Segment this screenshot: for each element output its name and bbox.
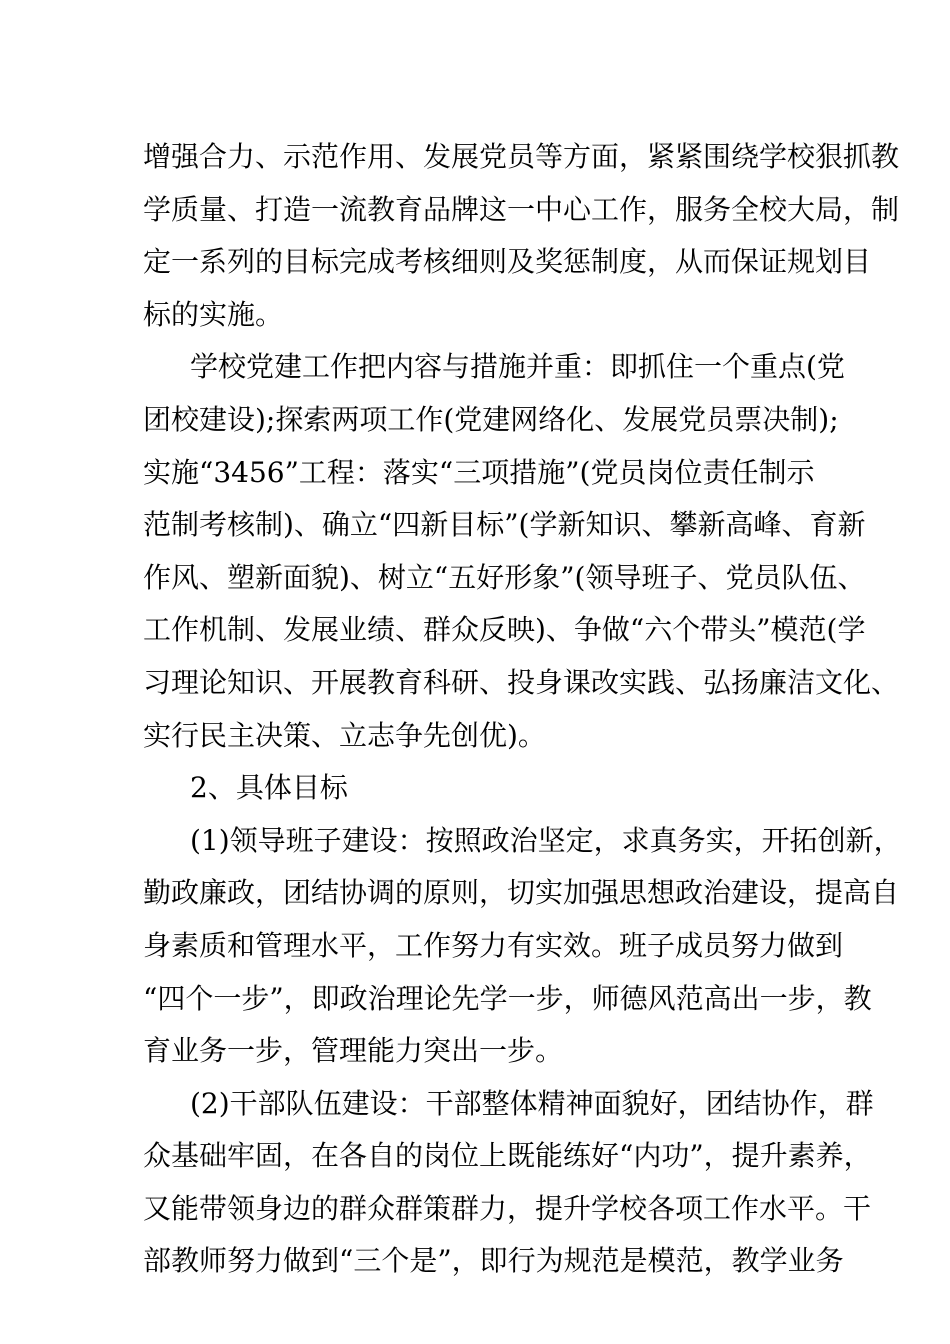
text-line: 学质量、打造一流教育品牌这一中心工作，服务全校大局，制 (143, 192, 900, 226)
text-line: 团校建设);探索两项工作(党建网络化、发展党员票决制); (143, 402, 839, 436)
text-line: 范制考核制)、确立“四新目标”(学新知识、攀新高峰、育新 (143, 508, 866, 542)
text-line: 部教师努力做到“三个是”，即行为规范是模范，教学业务 (143, 1244, 844, 1278)
text-line: 实施“3456”工程：落实“三项措施”(党员岗位责任制示 (143, 455, 815, 489)
section-heading: 2、具体目标 (190, 771, 348, 805)
document-body (143, 131, 902, 1288)
text-line: 习理论知识、开展教育科研、投身课改实践、弘扬廉洁文化、 (143, 665, 900, 699)
text-line: 育业务一步，管理能力突出一步。 (143, 1034, 564, 1068)
text-line: 增强合力、示范作用、发展党员等方面，紧紧围绕学校狠抓教 (143, 140, 900, 173)
text-line: 定一系列的目标完成考核细则及奖惩制度，从而保证规划目 (143, 245, 872, 279)
text-line: 实行民主决策、立志争先创优)。 (143, 718, 546, 752)
text-line: 身素质和管理水平，工作努力有实效。班子成员努力做到 (143, 928, 844, 962)
text-line: 学校党建工作把内容与措施并重：即抓住一个重点(党 (190, 350, 845, 384)
text-line: 又能带领身边的群众群策群力，提升学校各项工作水平。干 (143, 1191, 872, 1225)
text-line: 作风、塑新面貌)、树立“五好形象”(领导班子、党员队伍、 (143, 560, 866, 594)
text-line: 众基础牢固，在各自的岗位上既能练好“内功”，提升素养， (143, 1139, 872, 1173)
text-line: 工作机制、发展业绩、群众反映)、争做“六个带头”模范(学 (143, 613, 866, 647)
text-line: “四个一步”，即政治理论先学一步，师德风范高出一步，教 (143, 981, 872, 1015)
text-line: (2)干部队伍建设：干部整体精神面貌好，团结协作，群 (190, 1086, 874, 1120)
text-line: 标的实施。 (143, 297, 284, 331)
text-line: (1)领导班子建设：按照政治坚定，求真务实，开拓创新， (190, 823, 902, 857)
text-line: 勤政廉政，团结协调的原则，切实加强思想政治建设，提高自 (143, 876, 900, 910)
